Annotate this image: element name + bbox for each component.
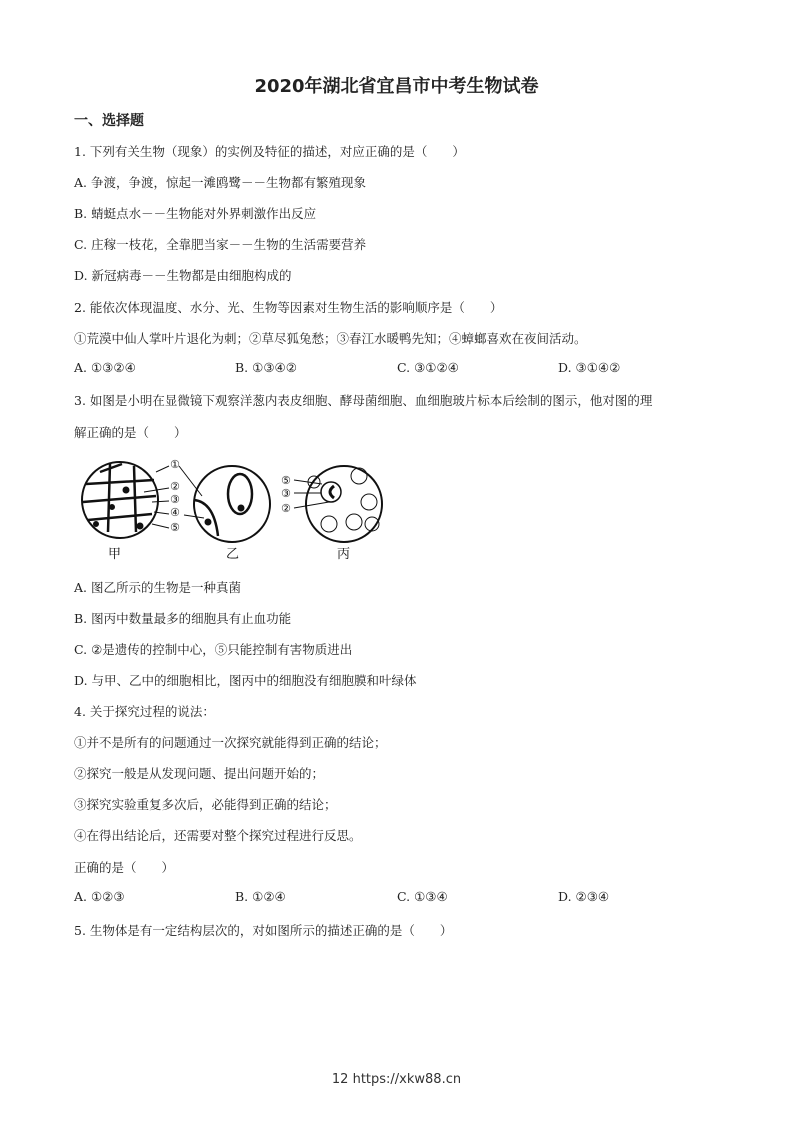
q1-option-a: A. 争渡，争渡，惊起一滩鸥鹭－－生物都有繁殖现象 [74, 175, 366, 190]
q4-ask: 正确的是（ ） [74, 860, 175, 875]
marker-2: ② [170, 480, 180, 493]
marker-2b: ② [281, 502, 291, 515]
q4-statement-1: ①并不是所有的问题通过一次探究就能得到正确的结论； [74, 735, 387, 750]
q2-option-b: B. ①③④② [235, 360, 297, 375]
label-bing: 丙 [337, 547, 351, 562]
label-jia: 甲 [108, 547, 122, 562]
q2-option-a: A. ①③②④ [74, 360, 136, 375]
question-3-stem: 3. 如图是小明在显微镜下观察洋葱内表皮细胞、酵母菌细胞、血细胞玻片标本后绘制的图示，他对图的理 [74, 393, 653, 408]
page-title: 2020年湖北省宜昌市中考生物试卷 [254, 76, 539, 97]
q4-statement-3: ③探究实验重复多次后，必能得到正确的结论； [74, 797, 337, 812]
q1-option-c: C. 庄稼一枝花，全靠肥当家－－生物的生活需要营养 [74, 237, 367, 252]
question-5-stem: 5. 生物体是有一定结构层次的，对如图所示的描述正确的是（ ） [74, 923, 453, 938]
marker-3: ③ [170, 493, 180, 506]
question-4-stem: 4. 关于探究过程的说法： [74, 704, 215, 719]
section-heading: 一、选择题 [74, 113, 144, 129]
q4-statement-2: ②探究一般是从发现问题、提出问题开始的； [74, 766, 325, 781]
marker-5: ⑤ [170, 521, 180, 534]
marker-3b: ③ [281, 487, 291, 500]
question-2-stem: 2. 能依次体现温度、水分、光、生物等因素对生物生活的影响顺序是（ ） [74, 300, 503, 315]
q4-option-c: C. ①③④ [397, 889, 448, 904]
q4-option-d: D. ②③④ [558, 889, 610, 904]
q3-option-c: C. ②是遗传的控制中心，⑤只能控制有害物质进出 [74, 642, 353, 657]
blood-cell-diagram [294, 466, 382, 542]
q4-option-a: A. ①②③ [74, 889, 125, 904]
question-3-stem-cont: 解正确的是（ ） [74, 425, 187, 440]
q3-option-b: B. 图丙中数量最多的细胞具有止血功能 [74, 611, 292, 626]
page-footer: 12 https://xkw88.cn [331, 1072, 462, 1087]
q2-option-d: D. ③①④② [558, 360, 621, 375]
marker-4: ④ [170, 506, 180, 519]
marker-5b: ⑤ [281, 474, 291, 487]
q4-option-b: B. ①②④ [235, 889, 286, 904]
q3-option-a: A. 图乙所示的生物是一种真菌 [74, 580, 241, 595]
q2-items: ①荒漠中仙人掌叶片退化为刺；②草尽狐兔愁；③春江水暖鸭先知；④蟑螂喜欢在夜间活动。 [74, 331, 587, 346]
q4-statement-4: ④在得出结论后，还需要对整个探究过程进行反思。 [74, 828, 362, 843]
q3-option-d: D. 与甲、乙中的细胞相比，图丙中的细胞没有细胞膜和叶绿体 [74, 673, 417, 688]
marker-1: ① [170, 458, 180, 471]
label-yi: 乙 [226, 547, 240, 562]
question-1-stem: 1. 下列有关生物（现象）的实例及特征的描述，对应正确的是（ ） [74, 144, 465, 159]
q2-option-c: C. ③①②④ [397, 360, 459, 375]
onion-cell-diagram [82, 462, 169, 538]
q1-option-d: D. 新冠病毒－－生物都是由细胞构成的 [74, 268, 292, 283]
yeast-cell-diagram [179, 466, 270, 542]
q1-option-b: B. 蜻蜓点水－－生物能对外界刺激作出反应 [74, 206, 317, 221]
cell-figure [74, 452, 394, 564]
